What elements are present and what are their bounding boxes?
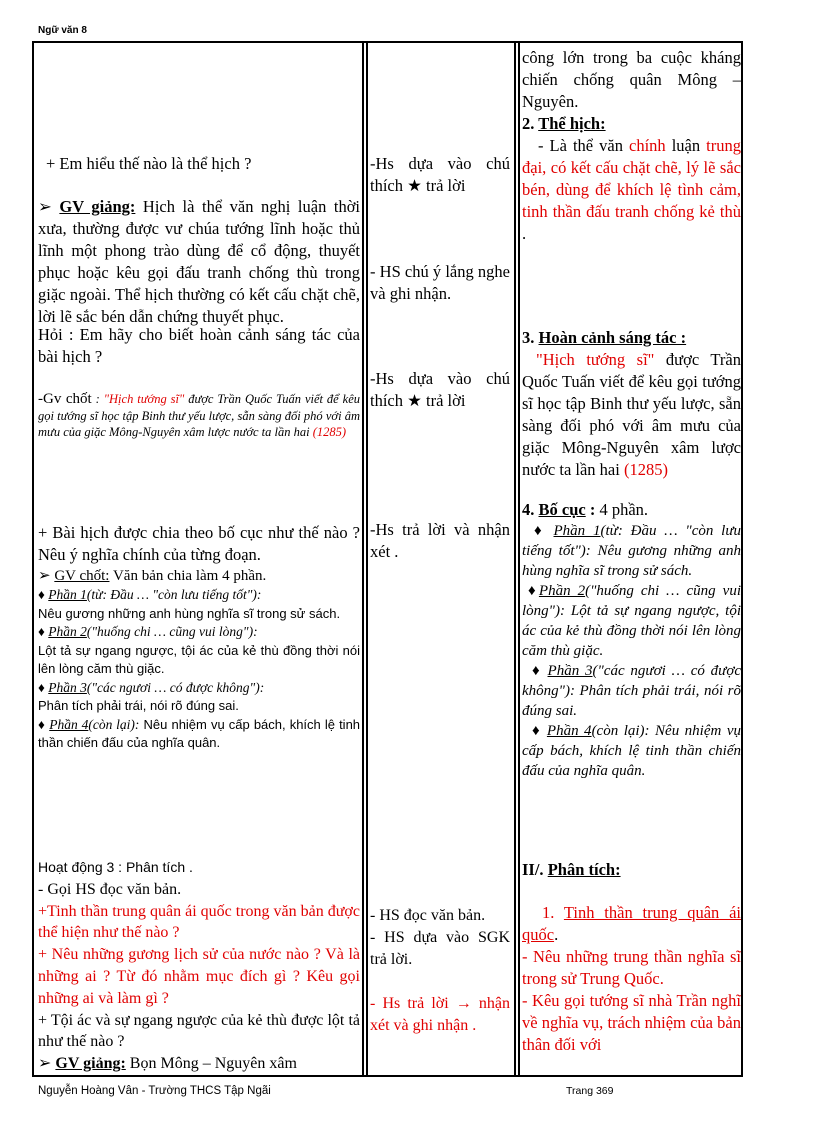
- content-top-text: công lớn trong ba cuộc kháng chiến chống quân Mông – Nguyên.: [522, 48, 741, 111]
- gv-chot-block: -Gv chốt : "Hịch tướng sĩ" được Trần Quốc Tuấn viết để kêu gọi tướng sĩ học tập Binh thư yếu lược, sẵn sàng đối phó với âm mưu của giặc Mông-Nguyên xâm lược nước ta lần hai (1285): [38, 391, 360, 439]
- section-bo-cuc: 4. Bố cục : 4 phần. ♦ Phần 1(từ: Đầu … "còn lưu tiếng tốt"): Nêu gương những anh hùng nghĩa sĩ trong sử sách. ♦Phần 2("huống chi … cũng vui lòng"): Lột tả sự ngang ngược, tội ác của kẻ thù đồng thời nói lên lòng căm thù giặc. ♦ Phần 3("các ngươi … có được không"): Phân tích phải trái, nói rõ đúng sai. ♦ Phần 4(còn lại): Nêu nhiệm vụ cấp bách, khích lệ tinh thần chiến đấu của nghĩa quân.: [522, 500, 741, 779]
- student-answer-2: - HS chú ý lắng nghe và ghi nhận.: [370, 262, 510, 303]
- diamond-bullet-icon: ♦: [528, 583, 539, 599]
- student-column: [370, 43, 510, 1075]
- diamond-bullet-icon: ♦: [38, 679, 45, 695]
- footer-page-number: Trang 369: [566, 1085, 614, 1097]
- diamond-bullet-icon: ♦: [532, 723, 542, 739]
- question-hoan-canh: Hỏi : Em hãy cho biết hoàn cảnh sáng tác của bài hịch ?: [38, 325, 360, 366]
- section-hoan-canh: 3. Hoàn cảnh sáng tác : "Hịch tướng sĩ" được Trần Quốc Tuấn viết để kêu gọi tướng sĩ học tập Binh thư yếu lược, sẵn sàng đối phó với âm mưu của giặc Mông-Nguyên xâm lược nước ta lần hai (1285): [522, 328, 741, 479]
- gv-giang-block: ➢ GV giảng: Hịch là thể văn nghị luận thời xưa, thường được vư chúa tướng lĩnh hoặc thủ lĩnh một phong trào dùng để cổ động, thuyết phục hoặc kêu gọi đấu tranh chống thù trong giặc ngoài. Thể hịch thường có kết cấu chặt chẽ, lời lẽ sắc bén dẫn chứng thuyết phục.: [38, 197, 360, 326]
- content-column: [522, 43, 741, 1075]
- diamond-bullet-icon: ♦: [38, 587, 45, 602]
- arrow-bullet-icon: ➢: [38, 568, 51, 584]
- diamond-bullet-icon: ♦: [532, 663, 542, 679]
- student-answer-3: -Hs dựa vào chú thích ★ trả lời: [370, 369, 510, 410]
- page-header-subject: Ngữ văn 8: [38, 25, 87, 36]
- diamond-bullet-icon: ♦: [534, 523, 546, 539]
- student-answer-4: -Hs trả lời và nhận xét .: [370, 520, 510, 561]
- lesson-table: [32, 41, 743, 1077]
- student-answer-7: - Hs trả lời → nhận xét và ghi nhận .: [370, 995, 510, 1034]
- section-the-hich: 2. Thể hịch: - Là thể văn chính luận trung đại, có kết cấu chặt chẽ, lý lẽ sắc bén, dùng để khích lệ tình cảm, tinh thần đấu tranh chống kẻ thù .: [522, 114, 741, 243]
- hoat-dong-3-block: Hoạt động 3 : Phân tích . - Gọi HS đọc văn bản. +Tinh thần trung quân ái quốc trong văn bản được thể hiện như thế nào ? + Nêu những gương lịch sử của nước nào ? Và là những ai ? Từ đó nhằm mục đích gì ? Kêu gọi những ai và làm gì ? + Tội ác và sự ngang ngược của kẻ thù được lột tả như thế nào ? ➢ GV giảng: Bọn Mông – Nguyên xâm: [38, 859, 360, 1073]
- gv-chot-bo-cuc: ➢ GV chốt: Văn bản chia làm 4 phần. ♦ Phần 1(từ: Đầu … "còn lưu tiếng tốt"): Nêu gương những anh hùng nghĩa sĩ trong sử sách. ♦ Phần 2("huống chi … cũng vui lòng"): Lột tả sự ngang ngược, tội ác của kẻ thù đồng thời nói lên lòng căm thù giặc. ♦ Phần 3("các ngươi … có được không"): Phân tích phải trái, nói rõ đúng sai. ♦ Phần 4(còn lại): Nêu nhiệm vụ cấp bách, khích lệ tinh thần chiến đấu của nghĩa quân.: [38, 568, 360, 750]
- section-trung-quan: 1. Tinh thần trung quân ái quốc. - Nêu những trung thần nghĩa sĩ trong sử Trung Quốc. - Kêu gọi tướng sĩ nhà Trần nghĩ về nghĩa vụ, trách nhiệm của bản thân đối với: [522, 903, 741, 1054]
- question-bo-cuc: + Bài hịch được chia theo bố cục như thế nào ? Nêu ý nghĩa chính của từng đoạn.: [38, 523, 360, 564]
- question-the-hich: + Em hiểu thế nào là thể hịch ?: [46, 154, 252, 173]
- diamond-bullet-icon: ♦: [38, 624, 45, 639]
- student-answer-1: -Hs dựa vào chú thích ★ trả lời: [370, 154, 510, 195]
- teacher-column: [38, 43, 360, 1075]
- student-answer-6: - HS dựa vào SGK trả lời.: [370, 929, 510, 968]
- section-phan-tich: II/. Phân tích:: [522, 860, 621, 879]
- diamond-bullet-icon: ♦: [38, 716, 46, 732]
- arrow-bullet-icon: ➢: [38, 1055, 52, 1073]
- footer-author: Nguyễn Hoàng Vân - Trường THCS Tập Ngãi: [38, 1085, 271, 1097]
- student-answer-5: - HS đọc văn bản.: [370, 907, 486, 924]
- arrow-bullet-icon: ➢: [38, 197, 52, 216]
